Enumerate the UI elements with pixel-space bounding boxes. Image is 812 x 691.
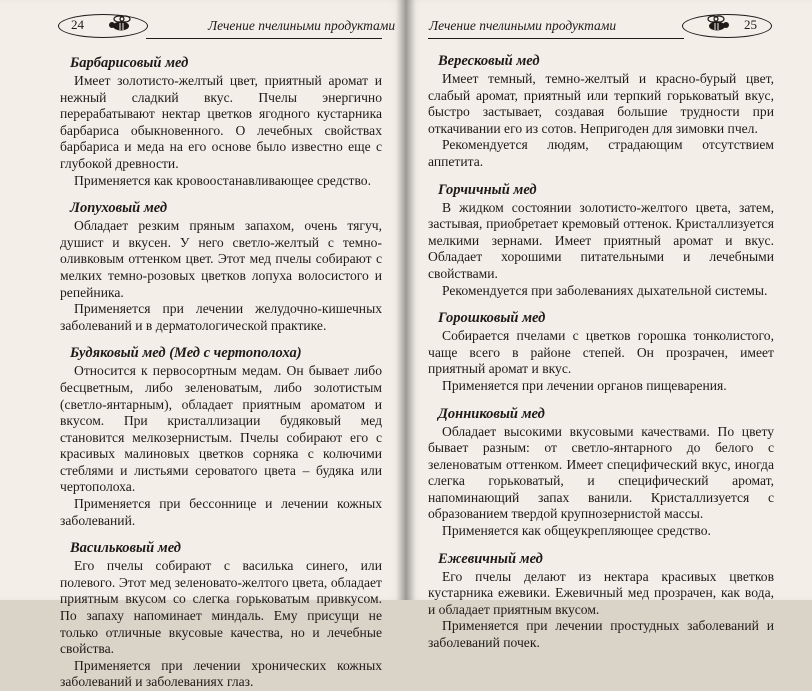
section-mustard-honey <box>428 181 774 300</box>
paragraph: Применяется при лечении простудных заболеваний и заболеваний почек. <box>428 618 774 651</box>
book-gutter <box>396 0 416 600</box>
section-blackberry-honey <box>428 550 774 652</box>
running-title: Лечение пчелиными продуктами <box>429 18 617 33</box>
paragraph: В жидком состоянии золотисто-желтого цвета, затем, застывая, приобретает кремовый оттенок. Кристаллизуется мелкими зернами. Имеет приятный аромат и вкус. Обладает хорошими питательными и лечебными свойствами. <box>428 199 774 281</box>
page-number-oval <box>682 14 772 38</box>
paragraph: Применяется при лечении органов пищеварения. <box>442 377 727 393</box>
right-page-header <box>428 0 774 48</box>
paragraph: Рекомендуется при заболеваниях дыхательной системы. <box>442 282 768 298</box>
paragraph: Его пчелы собирают с василька синего, или полевого. Этот мед зеленовато-желтого цвета, обладает приятным вкусом со слегка горьковатым привкусом. По запаху напоминает миндаль. Ему присущи не только отличные вкусовые качества, но и лечебные свойства. <box>60 558 382 657</box>
paragraph: Применяется как кровоостанавливающее средство. <box>74 172 372 188</box>
section-heather-honey <box>428 52 774 171</box>
section-title: Барбарисовый мед <box>70 55 189 71</box>
paragraph: Применяется как общеукрепляющее средство. <box>442 523 711 539</box>
section-sweet-clover-honey <box>428 405 774 540</box>
section-title: Будяковый мед (Мед с чертополоха) <box>70 345 302 362</box>
header-rule <box>428 38 684 39</box>
paragraph: Обладает высокими вкусовыми качествами. По цвету бывает разным: от светло-янтарного до белого с зеленоватым оттенком. Имеет специфический вкус, иногда слегка горьковатый, и специфический аромат, напоминающий запах ванили. Кристаллизуется с образованием твердой крупнозернистой массы. <box>428 423 774 522</box>
left-page-header <box>58 0 396 48</box>
right-page-content <box>428 52 774 652</box>
bee-icon <box>107 14 133 34</box>
right-page <box>406 0 812 651</box>
section-title: Горошковый мед <box>438 310 546 327</box>
section-title: Вересковый мед <box>438 53 540 69</box>
page-number: 24 <box>71 17 84 32</box>
paragraph: Рекомендуется людям, страдающим отсутствием аппетита. <box>428 137 774 169</box>
paragraph: Собирается пчелами с цветков горошка тонколистого, чаще всего в районе степей. Он прозрачен, имеет приятный аромат и вкус. <box>428 328 774 377</box>
section-thistle-honey <box>60 344 382 529</box>
paragraph: Имеет золотисто-желтый цвет, приятный аромат и нежный сладкий вкус. Пчелы энергично перерабатывают нектар цветков ягодного кустарника барбариса обыкновенного. О лечебных свойствах барбариса и меда на его основе было известно еще с глубокой древности. <box>60 73 382 171</box>
section-title: Васильковый мед <box>70 540 181 557</box>
section-title: Горчичный мед <box>438 181 537 198</box>
paragraph: Его пчелы делают из нектара красивых цветков кустарника ежевики. Ежевичный мед прозрачен, как вода, и обладает приятным вкусом. <box>428 568 774 617</box>
running-title: Лечение пчелиными продуктами <box>208 18 396 33</box>
left-page <box>0 0 406 690</box>
section-burdock-honey <box>60 199 382 334</box>
section-title: Ежевичный мед <box>438 550 543 567</box>
section-title: Лопуховый мед <box>70 200 168 217</box>
section-barberry-honey <box>60 54 382 189</box>
header-rule <box>146 38 382 39</box>
paragraph: Относится к первосортным медам. Он бывает либо бесцветным, либо зеленоватым, либо золотистым (светло-янтарным), обладает приятным ароматом и вкусом. При кристаллизации будяковый мед становится мелкозернистым. Пчелы собирают его с красивых малиновых цветков сорняка с колючими стеблями и листьями сероватого цвета – будяка или чертополоха. <box>60 363 382 495</box>
section-cornflower-honey <box>60 539 382 691</box>
left-page-content <box>60 54 382 691</box>
paragraph: Применяется при лечении хронических кожных заболеваний и заболеваниях глаз. <box>60 657 382 690</box>
section-vetch-honey <box>428 309 774 394</box>
bee-icon <box>705 14 731 34</box>
paragraph: Обладает резким пряным запахом, очень тягуч, душист и вкусен. У него светло-желтый с темно-оливковым оттенком цвет. Этот мед пчелы собирают с мелких темно-розовых цветков лопуха волосистого и репейника. <box>60 218 382 300</box>
paragraph: Имеет темный, темно-желтый и красно-бурый цвет, слабый аромат, приятный или терпкий горьковатый вкус, быстро застывает, создавая большие трудности при откачивании его из сотов. Непригоден для зимовки пчел. <box>428 71 774 136</box>
page-number-oval <box>58 14 148 38</box>
paragraph: Применяется при бессоннице и лечении кожных заболеваний. <box>60 496 382 528</box>
section-title: Донниковый мед <box>438 405 545 422</box>
paragraph: Применяется при лечении желудочно-кишечных заболеваний и в дерматологической практике. <box>60 301 382 333</box>
page-number: 25 <box>744 17 757 32</box>
